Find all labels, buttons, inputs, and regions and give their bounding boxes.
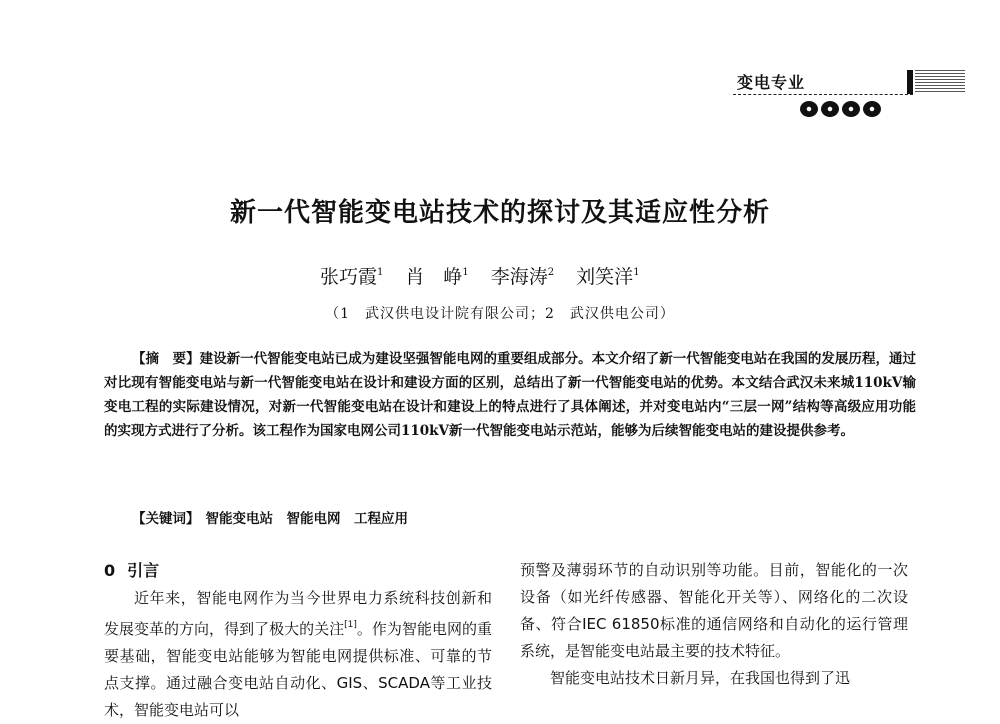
decorative-dot-icon [863,101,881,117]
decorative-dot-icon [842,101,860,117]
paper-title: 新一代智能变电站技术的探讨及其适应性分析 [229,198,770,228]
intro-paragraph: 近年来，智能电网作为当今世界电力系统科技创新和发展变革的方向，得到了极大的关注[1]。作为智能电网的重要基础，智能变电站能够为智能电网提供标准、可靠的节点支撑。通过融合变电站自动化、GIS、SCADA等工业技术，智能变电站可以 [104,589,492,719]
author: 肖 峥$^1$ [405,266,469,288]
header-lines-decoration [915,70,965,94]
keywords [132,507,408,527]
body-paragraph: 智能变电站技术日新月异，在我国也得到了迅 [550,669,851,687]
affiliations: （1 武汉供电设计院有限公司；2 武汉供电公司） [325,306,675,322]
section-heading [104,557,492,585]
abstract [104,347,916,443]
keywords-label: 【关键词】 [132,511,200,527]
citation: [1] [344,620,357,630]
section-number: 0 [104,561,116,580]
decorative-dot-icon [821,101,839,117]
author: 张巧霞$^1$ [320,266,384,288]
right-column [520,557,908,692]
journal-section-label: 变电专业 [737,73,806,92]
author: 刘笑洋$^1$ [576,266,640,288]
header-bar-decoration [907,70,913,94]
header-dashed-rule [733,94,913,95]
abstract-text: 建设新一代智能变电站已成为建设坚强智能电网的重要组成部分。本文介绍了新一代智能变电站在我国的发展历程，通过对比现有智能变电站与新一代智能变电站在设计和建设方面的区别，总结出了新一代智能变电站的优势。本文结合武汉未来城110kV输变电工程的实际建设情况，对新一代智能变电站在设计和建设上的特点进行了具体阐述，并对变电站内“三层一网”结构等高级应用功能的实现方式进行了分析。该工程作为国家电网公司110kV新一代智能变电站示范站，能够为后续智能变电站的建设提供参考。 [104,351,917,439]
abstract-label: 【摘 要】 [132,351,200,367]
decorative-dot-icon [800,101,818,117]
author: 李海涛$^2$ [490,266,555,288]
section-title: 引言 [127,561,160,580]
keywords-text: 智能变电站 智能电网 工程应用 [205,511,408,527]
left-column [104,557,492,724]
header-dots-decoration [800,101,881,117]
author-list [320,262,640,289]
body-paragraph: 预警及薄弱环节的自动识别等功能。目前，智能化的一次设备（如光纤传感器、智能化开关等）、网络化的二次设备、符合IEC 61850标准的通信网络和自动化的运行管理系统，是智能变电站最主要的技术特征。 [520,561,908,660]
